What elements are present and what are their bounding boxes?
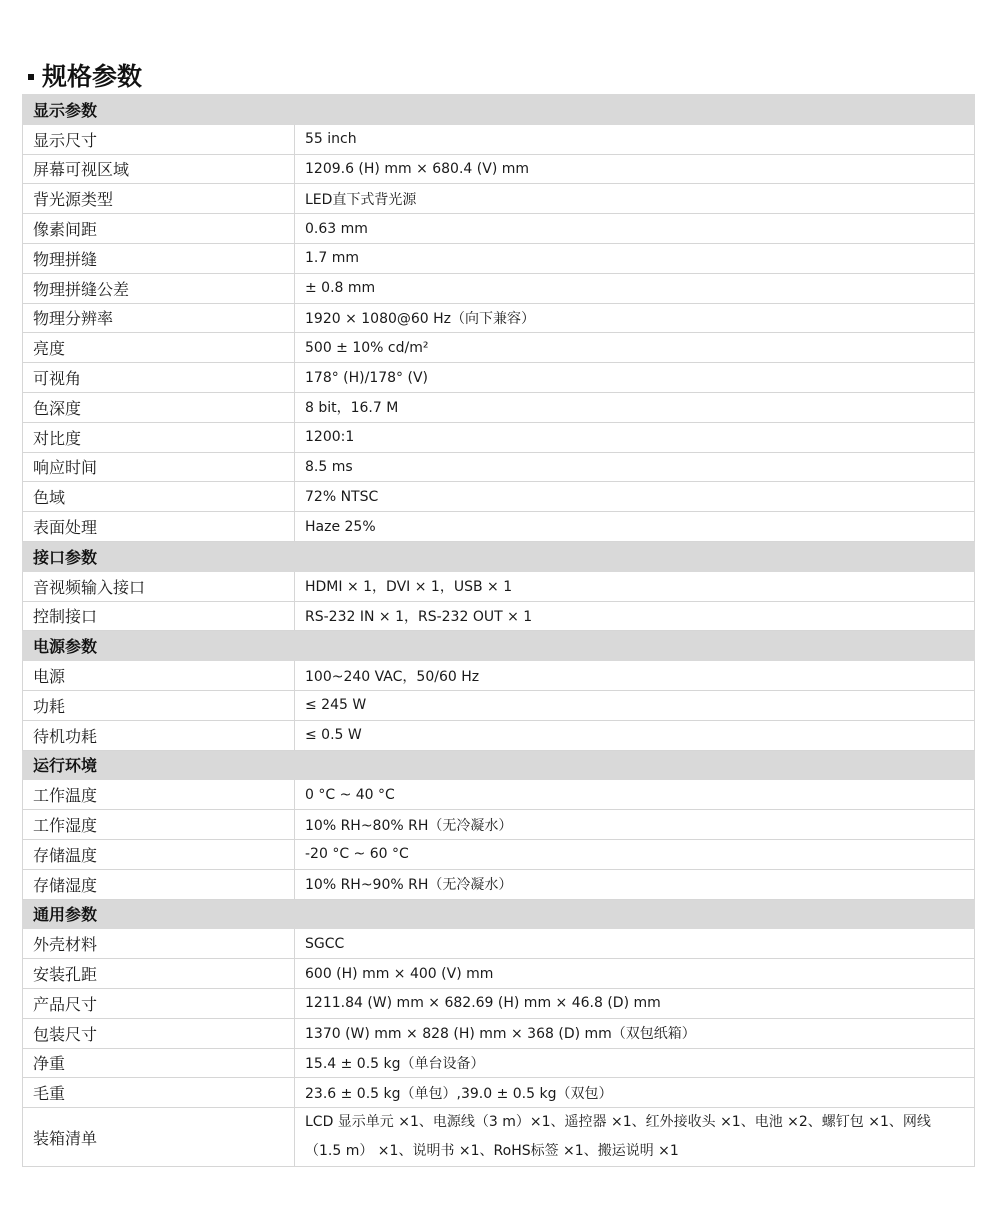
section-header-row [23,631,975,661]
spec-label: 电源 [23,661,295,691]
spec-value: LED直下式背光源 [295,184,975,214]
spec-label: 安装孔距 [23,959,295,989]
spec-row [23,988,975,1018]
spec-value: 0.63 mm [295,214,975,244]
section-title: 电源参数 [23,631,975,661]
spec-label: 物理分辨率 [23,303,295,333]
spec-label: 装箱清单 [23,1108,295,1167]
spec-row [23,214,975,244]
spec-row [23,273,975,303]
spec-label: 对比度 [23,422,295,452]
spec-table-body [23,95,975,1167]
spec-value: 23.6 ± 0.5 kg（单包）,39.0 ± 0.5 kg（双包） [295,1078,975,1108]
spec-value: 1370 (W) mm × 828 (H) mm × 368 (D) mm（双包纸箱） [295,1018,975,1048]
spec-row [23,184,975,214]
spec-row [23,1078,975,1108]
section-title: 通用参数 [23,899,975,929]
spec-label: 功耗 [23,690,295,720]
spec-label: 控制接口 [23,601,295,631]
spec-row [23,1048,975,1078]
spec-value: 8.5 ms [295,452,975,482]
spec-label: 响应时间 [23,452,295,482]
section-header-row [23,750,975,780]
spec-label: 待机功耗 [23,720,295,750]
spec-row [23,690,975,720]
section-header-row [23,899,975,929]
spec-row [23,363,975,393]
spec-table [22,94,975,1167]
spec-value: 1200:1 [295,422,975,452]
spec-value: SGCC [295,929,975,959]
spec-value: 500 ± 10% cd/m² [295,333,975,363]
section-title: 运行环境 [23,750,975,780]
spec-row [23,512,975,542]
spec-value: 10% RH~90% RH（无冷凝水） [295,869,975,899]
spec-row [23,720,975,750]
section-header-row [23,541,975,571]
spec-value: 8 bit，16.7 M [295,392,975,422]
spec-label: 背光源类型 [23,184,295,214]
bullet-icon [28,74,34,80]
spec-value: 55 inch [295,124,975,154]
spec-value: 600 (H) mm × 400 (V) mm [295,959,975,989]
spec-row [23,661,975,691]
spec-value: 100~240 VAC，50/60 Hz [295,661,975,691]
spec-row [23,333,975,363]
spec-label: 工作湿度 [23,810,295,840]
section-title: 接口参数 [23,541,975,571]
spec-row [23,452,975,482]
spec-label: 色深度 [23,392,295,422]
spec-row [23,959,975,989]
spec-row [23,482,975,512]
spec-label: 存储温度 [23,839,295,869]
spec-label: 屏幕可视区域 [23,154,295,184]
spec-row [23,422,975,452]
spec-value: ≤ 0.5 W [295,720,975,750]
spec-row [23,154,975,184]
spec-label: 物理拼缝公差 [23,273,295,303]
spec-value: 10% RH~80% RH（无冷凝水） [295,810,975,840]
spec-row [23,392,975,422]
spec-value: 1920 × 1080@60 Hz（向下兼容） [295,303,975,333]
spec-value: ≤ 245 W [295,690,975,720]
spec-label: 物理拼缝 [23,243,295,273]
spec-value: 15.4 ± 0.5 kg（单台设备） [295,1048,975,1078]
spec-value: 0 °C ~ 40 °C [295,780,975,810]
spec-row [23,303,975,333]
spec-value: RS-232 IN × 1，RS-232 OUT × 1 [295,601,975,631]
spec-row [23,810,975,840]
spec-label: 色域 [23,482,295,512]
spec-label: 表面处理 [23,512,295,542]
spec-value: Haze 25% [295,512,975,542]
spec-label: 包装尺寸 [23,1018,295,1048]
page-title-text: 规格参数 [42,62,143,91]
spec-row [23,1108,975,1167]
spec-row [23,839,975,869]
spec-label: 亮度 [23,333,295,363]
spec-label: 可视角 [23,363,295,393]
spec-label: 显示尺寸 [23,124,295,154]
spec-label: 产品尺寸 [23,988,295,1018]
spec-label: 外壳材料 [23,929,295,959]
section-header-row [23,95,975,125]
spec-row [23,869,975,899]
spec-label: 像素间距 [23,214,295,244]
spec-value: 1211.84 (W) mm × 682.69 (H) mm × 46.8 (D) mm [295,988,975,1018]
page-title [28,60,142,94]
spec-row [23,243,975,273]
spec-row [23,929,975,959]
spec-value: HDMI × 1，DVI × 1，USB × 1 [295,571,975,601]
spec-label: 工作温度 [23,780,295,810]
spec-row [23,1018,975,1048]
spec-value: 178° (H)/178° (V) [295,363,975,393]
spec-value: ± 0.8 mm [295,273,975,303]
spec-label: 毛重 [23,1078,295,1108]
spec-value: -20 °C ~ 60 °C [295,839,975,869]
spec-value: 72% NTSC [295,482,975,512]
spec-row [23,571,975,601]
spec-row [23,124,975,154]
spec-value: LCD 显示单元 ×1、电源线（3 m）×1、遥控器 ×1、红外接收头 ×1、电池 ×2、螺钉包 ×1、网线（1.5 m） ×1、说明书 ×1、RoHS标签 ×1、搬运说明 ×1 [295,1108,975,1167]
spec-label: 存储湿度 [23,869,295,899]
spec-row [23,780,975,810]
spec-value: 1.7 mm [295,243,975,273]
spec-label: 音视频输入接口 [23,571,295,601]
spec-label: 净重 [23,1048,295,1078]
spec-row [23,601,975,631]
spec-value: 1209.6 (H) mm × 680.4 (V) mm [295,154,975,184]
section-title: 显示参数 [23,95,975,125]
